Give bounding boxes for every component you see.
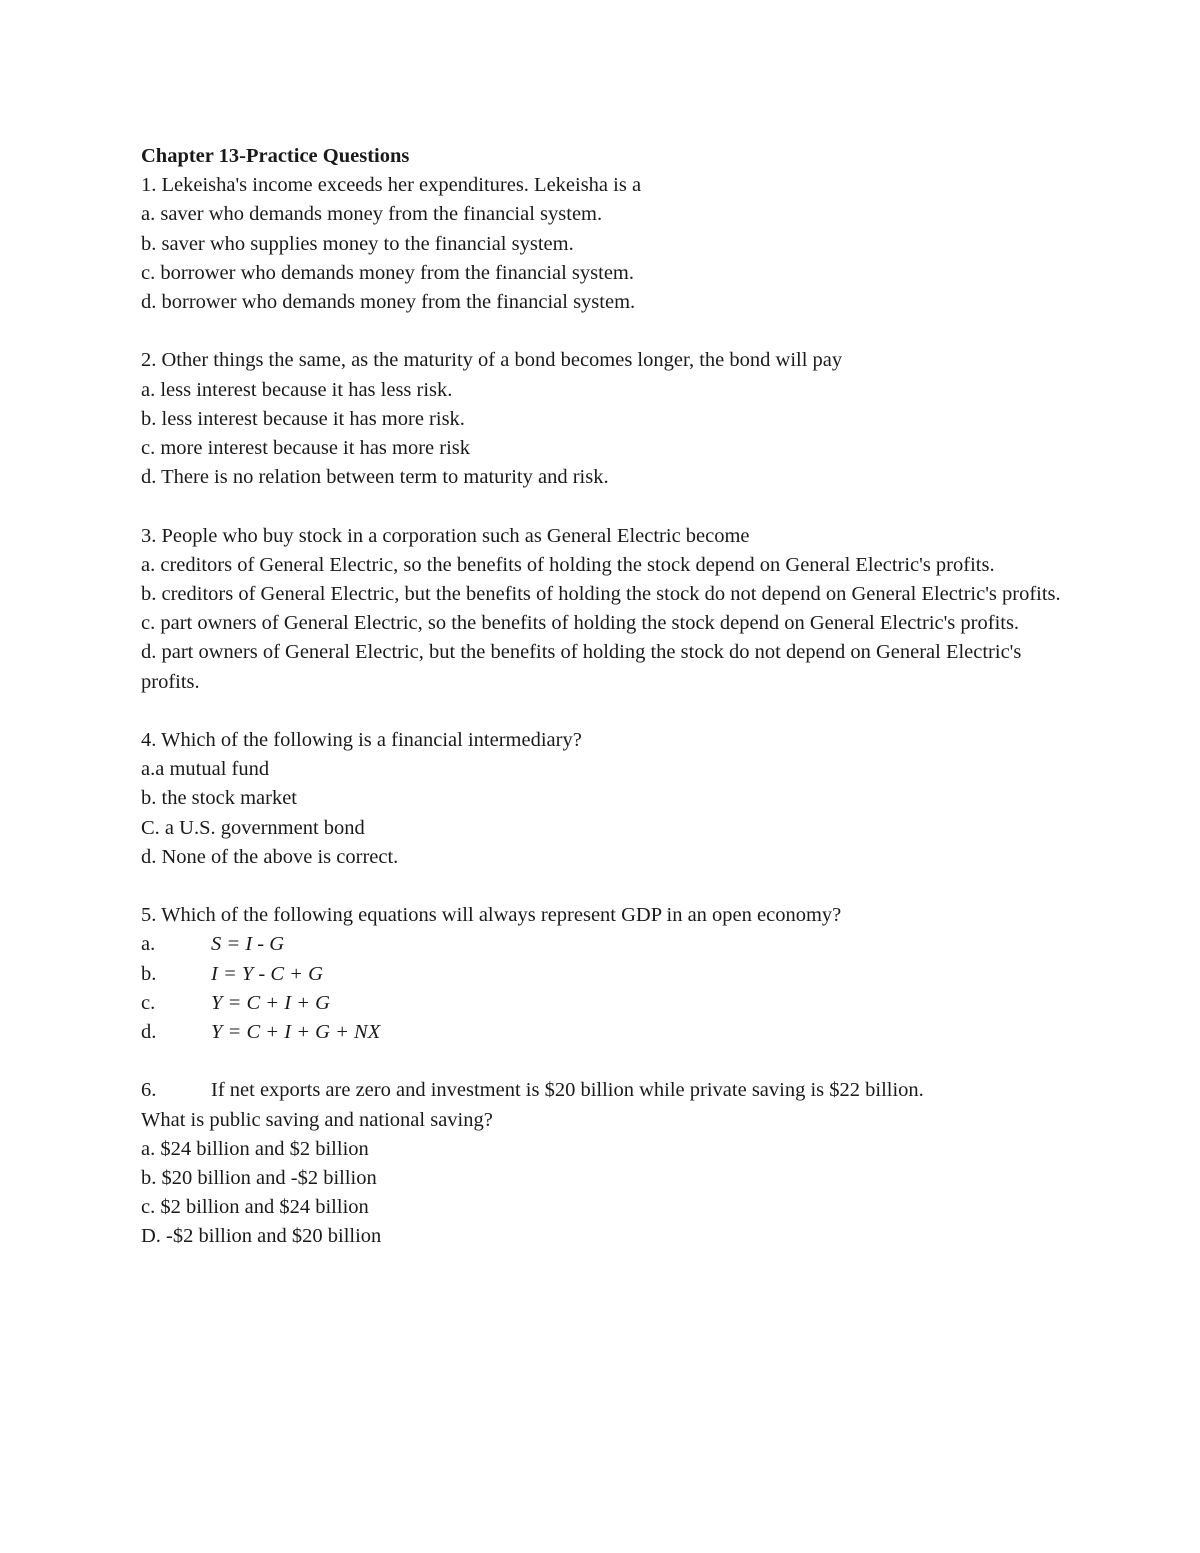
answer-option: b. less interest because it has more risk.	[141, 407, 465, 430]
question-stem: 4. Which of the following is a financial intermediary?	[141, 729, 582, 752]
answer-option	[141, 989, 1071, 1018]
question-stem: 2. Other things the same, as the maturity of a bond becomes longer, the bond will pay	[141, 349, 843, 372]
answer-option: d. None of the above is correct.	[141, 845, 399, 868]
question-1	[141, 171, 1071, 317]
answer-option: d. borrower who demands money from the financial system.	[141, 291, 636, 314]
question-4	[141, 726, 1071, 872]
answer-option: b. $20 billion and -$2 billion	[141, 1167, 377, 1190]
answer-option: c. borrower who demands money from the financial system.	[141, 261, 635, 284]
option-label: c.	[141, 991, 156, 1014]
answer-option: a. $24 billion and $2 billion	[141, 1137, 369, 1160]
question-2	[141, 346, 1071, 492]
question-stem-first-line: If net exports are zero and investment is $20 billion while private saving is $22 billion.	[211, 1079, 924, 1102]
answer-option: c. more interest because it has more risk	[141, 437, 471, 460]
option-label: b.	[141, 962, 157, 985]
question-5	[141, 901, 1071, 1047]
option-label: a.	[141, 933, 156, 956]
question-stem: 3. People who buy stock in a corporation such as General Electric become	[141, 524, 750, 547]
answer-option: a. saver who demands money from the financial system.	[141, 203, 603, 226]
answer-option: c. part owners of General Electric, so the benefits of holding the stock depend on General Electric's profits.	[141, 612, 1020, 635]
question-stem	[141, 1076, 1071, 1105]
answer-option: C. a U.S. government bond	[141, 816, 365, 839]
question-6	[141, 1076, 1071, 1251]
answer-option: a. less interest because it has less risk.	[141, 378, 453, 401]
option-label: d.	[141, 1021, 157, 1044]
answer-option: a.a mutual fund	[141, 758, 270, 781]
answer-option: b. the stock market	[141, 787, 297, 810]
answer-option	[141, 960, 1071, 989]
document-title: Chapter 13-Practice Questions	[141, 145, 410, 167]
answer-option: b. saver who supplies money to the financial system.	[141, 232, 574, 255]
answer-option: b. creditors of General Electric, but the benefits of holding the stock do not depend on General Electric's profits.	[141, 583, 1061, 606]
option-equation: I = Y - C + G	[211, 962, 323, 985]
answer-option: d. There is no relation between term to maturity and risk.	[141, 466, 609, 489]
question-3	[141, 522, 1071, 697]
document-page	[141, 142, 1071, 1281]
answer-option: D. -$2 billion and $20 billion	[141, 1225, 382, 1248]
question-number: 6.	[141, 1079, 157, 1102]
answer-option: d. part owners of General Electric, but the benefits of holding the stock do not depend on General Electric's profits.	[141, 641, 1022, 693]
answer-option: a. creditors of General Electric, so the benefits of holding the stock depend on General Electric's profits.	[141, 553, 995, 576]
question-stem: 1. Lekeisha's income exceeds her expenditures. Lekeisha is a	[141, 174, 642, 197]
answer-option	[141, 930, 1071, 959]
answer-option: c. $2 billion and $24 billion	[141, 1196, 369, 1219]
option-equation: Y = C + I + G + NX	[211, 1021, 381, 1044]
question-stem-continued: What is public saving and national saving?	[141, 1108, 493, 1131]
question-stem: 5. Which of the following equations will always represent GDP in an open economy?	[141, 904, 842, 927]
option-equation: S = I - G	[211, 933, 285, 956]
option-equation: Y = C + I + G	[211, 991, 330, 1014]
answer-option	[141, 1018, 1071, 1047]
